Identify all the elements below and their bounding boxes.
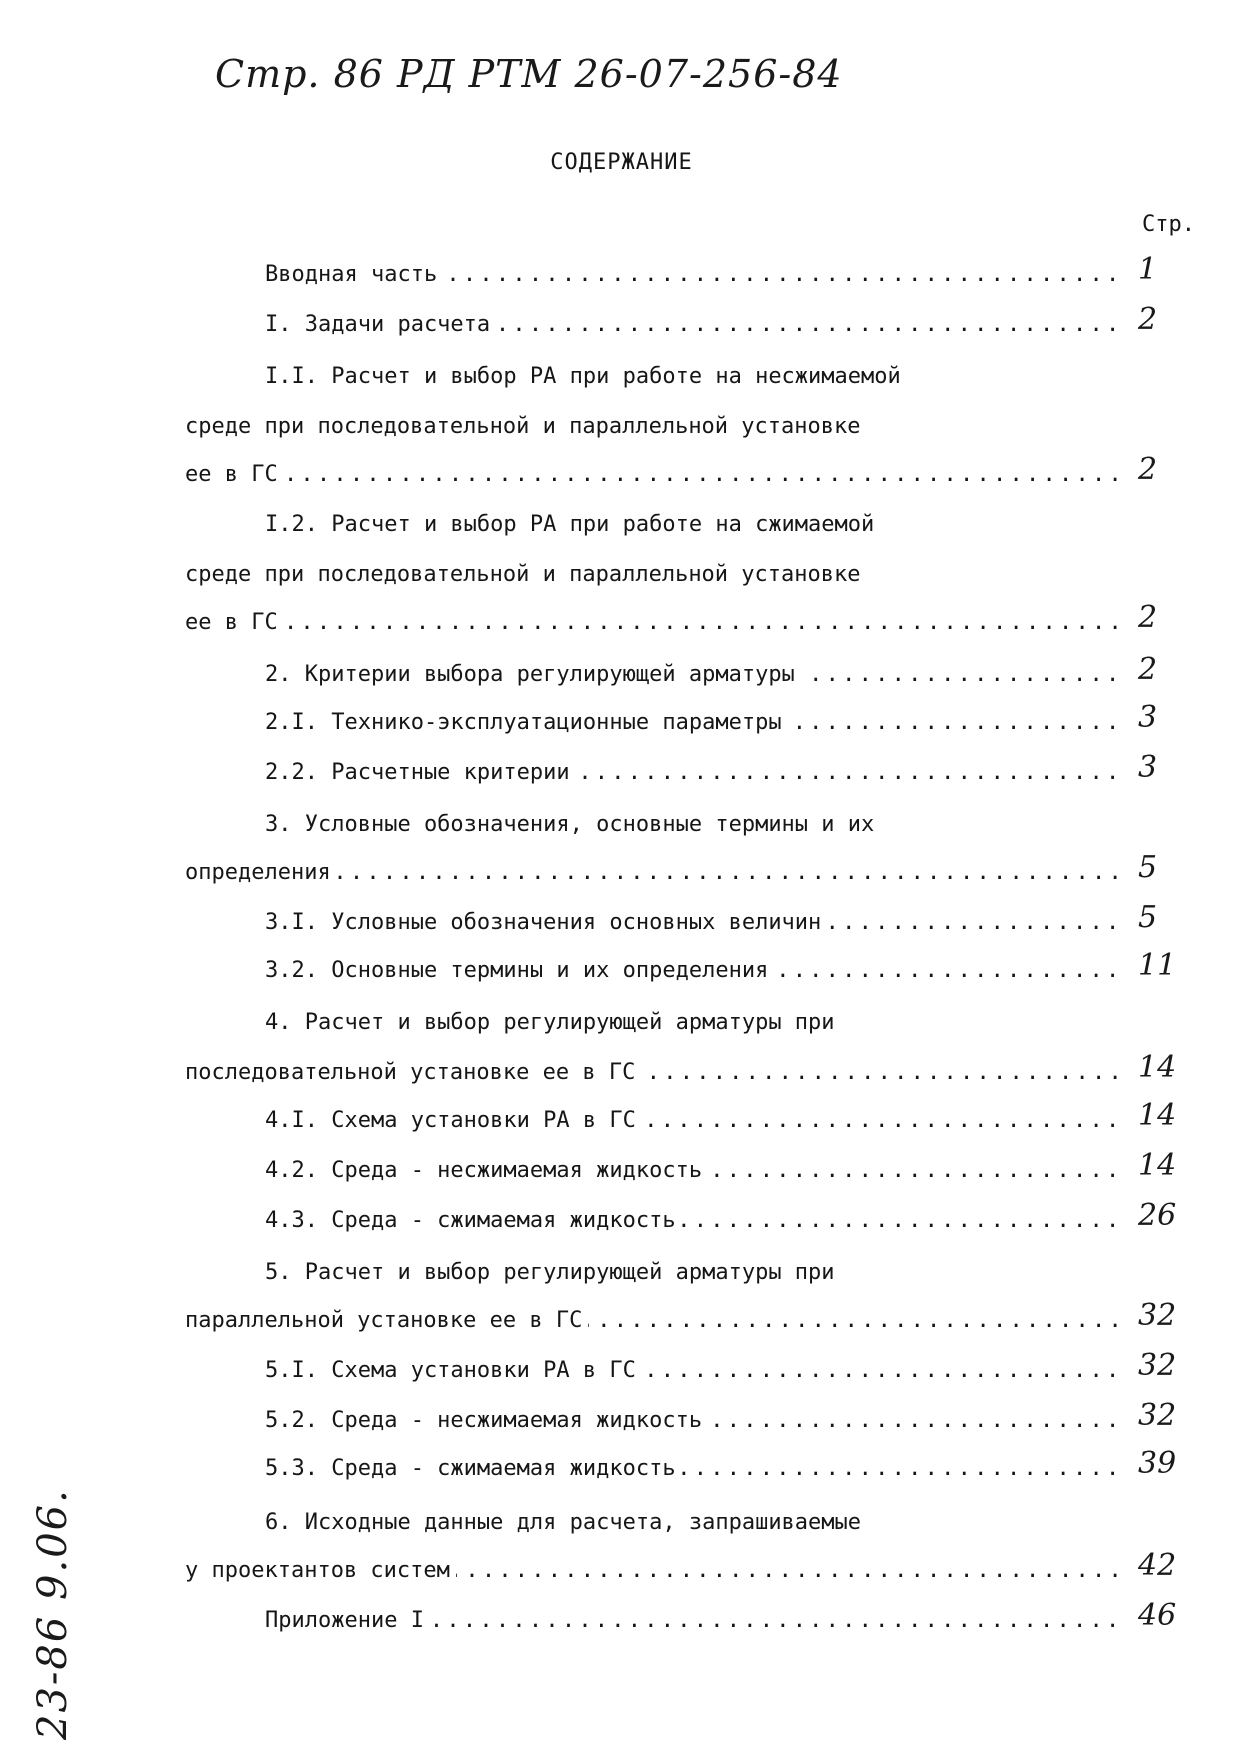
toc-page-number: 42 [1138,1548,1177,1583]
toc-entry-text: 3.2. Основные термины и их определения [265,958,774,983]
toc-entry-text: Вводная часть [265,262,443,287]
toc-entry [265,1354,1118,1388]
toc-entry [265,1452,1118,1486]
toc-entry-text: 3. Условные обозначения, основные термины и их [265,812,880,837]
toc-entry-text: у проектантов систем [185,1558,456,1583]
toc-entry [265,360,1000,394]
page-title: СОДЕРЖАНИЕ [550,150,693,175]
toc-entry [185,410,1000,444]
toc-entry [185,1554,1118,1588]
toc-entry-text: ее в ГС [185,462,284,487]
toc-page-number: 5 [1138,850,1158,885]
toc-page-number: 5 [1138,900,1158,935]
toc-entry [185,856,1118,890]
toc-entry-text: 6. Исходные данные для расчета, запрашиваемые [265,1510,867,1535]
toc-entry [265,1604,1118,1638]
toc-page-number: 39 [1138,1446,1177,1481]
toc-entry [265,808,1000,842]
toc-page-number: 26 [1138,1198,1177,1233]
toc-page-number: 14 [1138,1050,1177,1085]
toc-entry-text: 2.2. Расчетные критерии [265,760,576,785]
toc-entry [185,1304,1118,1338]
toc-entry [265,508,1000,542]
toc-entry [265,1506,1000,1540]
toc-entry-text: среде при последовательной и параллельной установке [185,414,867,439]
toc-entry [265,1154,1118,1188]
toc-entry [265,258,1118,292]
toc-page-number: 32 [1138,1298,1177,1333]
toc-entry-text: 4.I. Схема установки РА в ГС [265,1108,642,1133]
toc-entry [185,558,1000,592]
toc-entry-text: 5.2. Среда - несжимаемая жидкость [265,1408,708,1433]
toc-page-number: 32 [1138,1348,1177,1383]
page-column-label: Стр. [1142,212,1195,237]
toc-entry-text: среде при последовательной и параллельной установке [185,562,867,587]
toc-entry-text: I. Задачи расчета [265,312,496,337]
toc-page-number: 32 [1138,1398,1177,1433]
toc-entry-text: 2.I. Технико-эксплуатационные параметры [265,710,788,735]
toc-entry [185,1056,1118,1090]
toc-entry [265,1404,1118,1438]
toc-entry [265,756,1118,790]
toc-entry-text: I.2. Расчет и выбор РА при работе на сжимаемой [265,512,880,537]
toc-entry [185,458,1118,492]
toc-entry [265,906,1118,940]
toc-page-number: 2 [1138,452,1158,487]
toc-page-number: 2 [1138,302,1158,337]
toc-entry-text: последовательной установке ее в ГС [185,1060,641,1085]
toc-entry [265,954,1118,988]
toc-entry [185,606,1118,640]
toc-entry-text: ее в ГС [185,610,284,635]
handwritten-page-reference: Стр. 86 РД РТМ 26-07-256-84 [215,52,843,96]
toc-page-number: 3 [1138,700,1158,735]
toc-entry-text: 5.I. Схема установки РА в ГС [265,1358,642,1383]
toc-entry-text: I.I. Расчет и выбор РА при работе на несжимаемой [265,364,907,389]
toc-entry [265,308,1118,342]
toc-page-number: 14 [1138,1148,1177,1183]
toc-entry-text: 4.2. Среда - несжимаемая жидкость [265,1158,708,1183]
toc-page-number: 2 [1138,652,1158,687]
toc-entry-text: параллельной установке ее в ГС [185,1308,588,1333]
toc-entry-text: Приложение I [265,1608,430,1633]
toc-entry-text: определения [185,860,337,885]
toc-page-number: 14 [1138,1098,1177,1133]
toc-page-number: 2 [1138,600,1158,635]
toc-page-number: 3 [1138,750,1158,785]
toc-page-number: 1 [1138,252,1158,287]
toc-entry [265,1104,1118,1138]
toc-entry-text: 5.3. Среда - сжимаемая жидкость [265,1456,682,1481]
toc-entry [265,706,1118,740]
toc-entry [265,658,1118,692]
toc-entry [265,1006,1000,1040]
toc-entry-text: 3.I. Условные обозначения основных величин [265,910,827,935]
toc-entry-text: 4. Расчет и выбор регулирующей арматуры при [265,1010,841,1035]
toc-entry-text: 2. Критерии выбора регулирующей арматуры [265,662,801,687]
toc-entry [265,1256,1000,1290]
toc-entry [265,1204,1118,1238]
toc-page-number: 46 [1138,1598,1177,1633]
handwritten-margin-note: 23-86 9.06. [30,1488,76,1740]
toc-entry-text: 4.3. Среда - сжимаемая жидкость [265,1208,682,1233]
toc-entry-text: 5. Расчет и выбор регулирующей арматуры при [265,1260,841,1285]
toc-page-number: 11 [1138,948,1177,983]
